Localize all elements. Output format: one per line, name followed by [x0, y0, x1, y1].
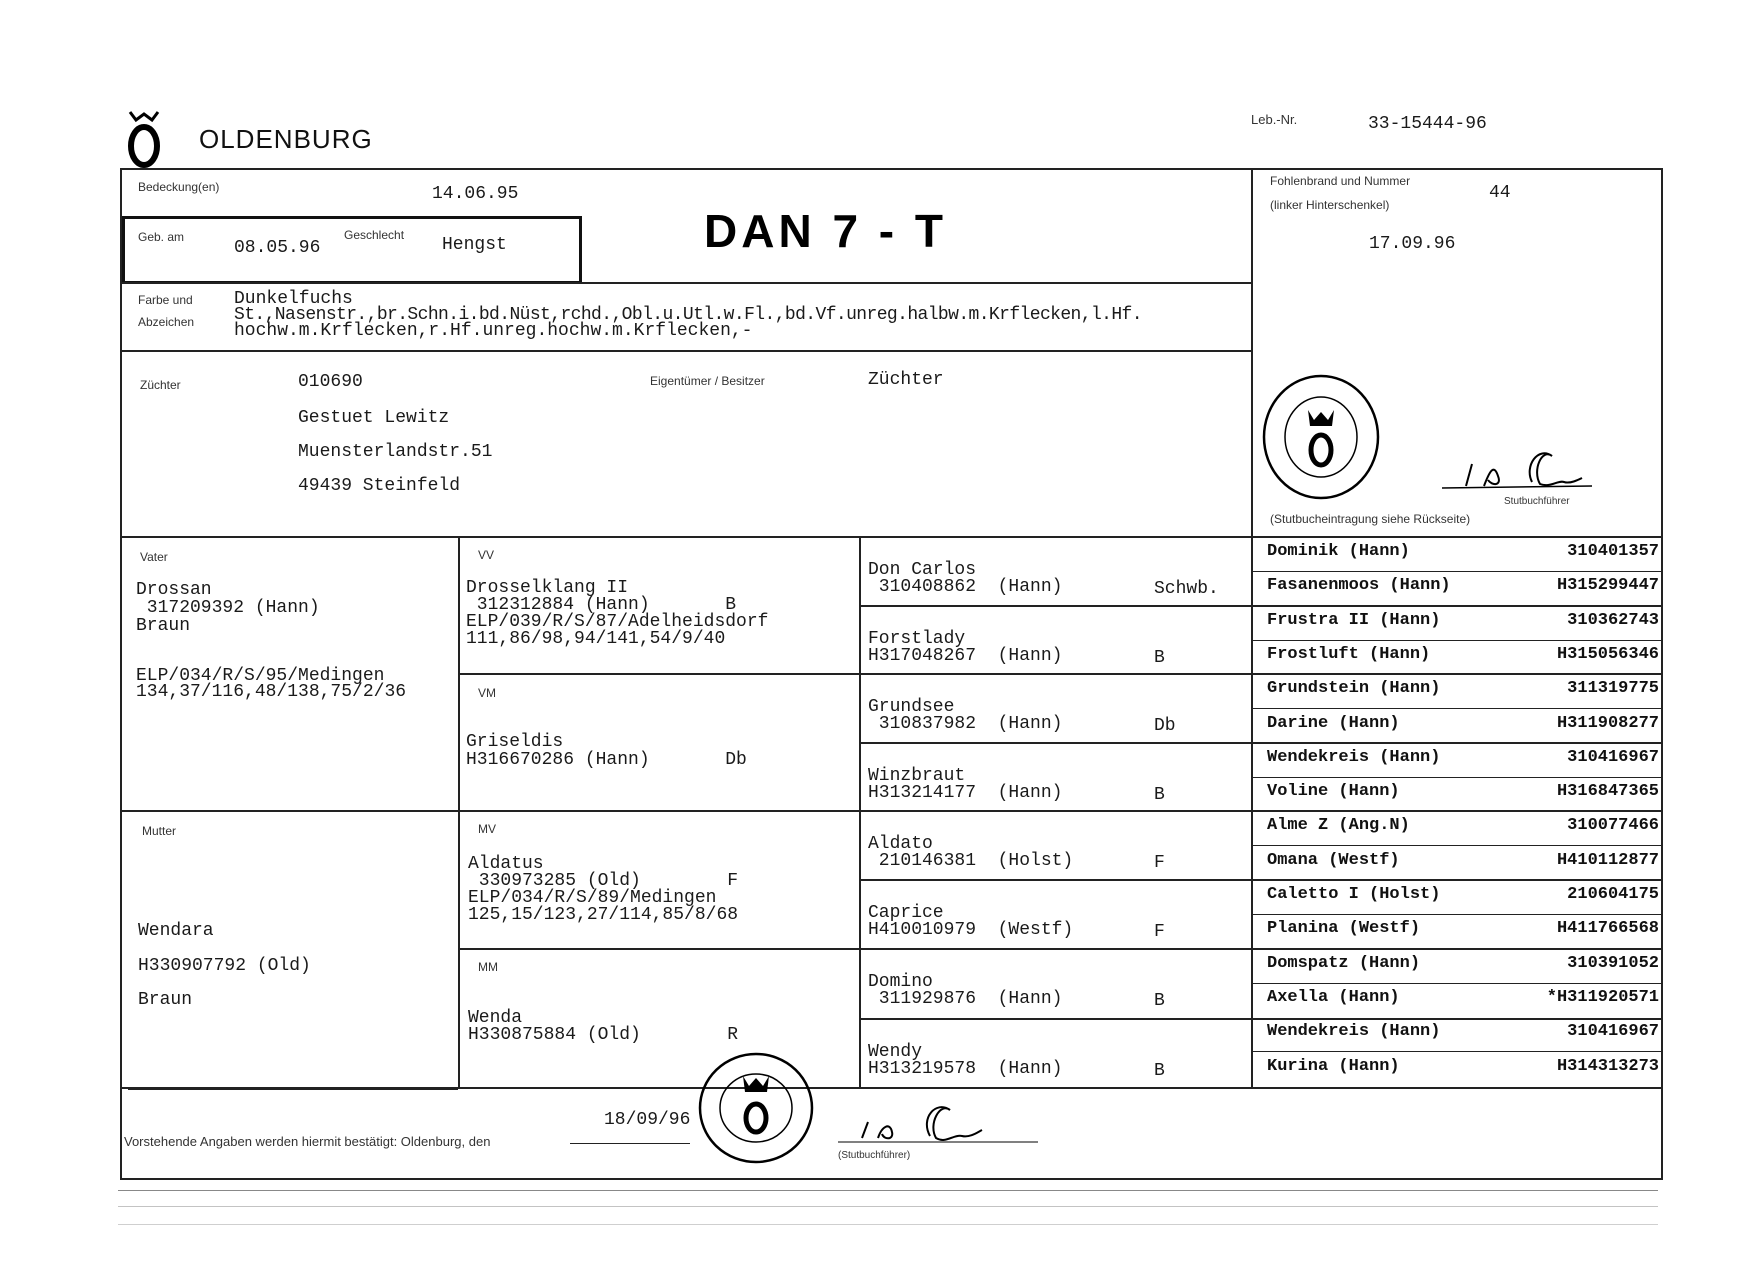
- frame-bottom: [120, 1178, 1663, 1180]
- frame-top: [120, 168, 1662, 170]
- handwritten-code: DAN 7 - T: [704, 205, 947, 257]
- vater-line-2: Braun: [136, 616, 191, 636]
- gen4-row: [1253, 572, 1663, 606]
- gen3-reg: H410010979 (Westf): [868, 920, 1074, 940]
- vv-label: VV: [478, 548, 495, 562]
- footer-confirm: Vorstehende Angaben werden hiermit bestätigt: Oldenburg, den: [124, 1134, 491, 1149]
- farbe-line-2: St.,Nasenstr.,br.Schn.i.bd.Nüst,rchd.,Obl.u.Utl.w.Fl.,bd.Vf.unreg.halbw.m.Krflecken,l.Hf.: [234, 305, 1142, 325]
- mv-line-2: ELP/034/R/S/89/Medingen: [468, 888, 717, 908]
- gen3-reg: H313214177 (Hann): [868, 783, 1063, 803]
- gen3-name: Wendy: [868, 1042, 923, 1062]
- mm-line-0: Wenda: [468, 1008, 523, 1028]
- geb-date: 08.05.96: [234, 238, 321, 258]
- owner-value: Züchter: [868, 370, 944, 390]
- leb-nr-value: 33-15444-96: [1368, 114, 1487, 134]
- geb-box: [122, 216, 582, 284]
- gen4-name: Alme Z (Ang.N): [1267, 816, 1410, 836]
- gen3-name: Caprice: [868, 903, 944, 923]
- gen3-line-3: [859, 742, 1251, 744]
- farbe-label-1: Farbe und: [138, 293, 193, 307]
- divider-geb: [120, 282, 1251, 284]
- gen4-row: [1253, 1053, 1663, 1087]
- signature-label: Stutbuchführer: [1504, 496, 1570, 507]
- gen4-row: [1253, 847, 1663, 881]
- zuechter-city: 49439 Steinfeld: [298, 476, 461, 496]
- vm-line-1: H316670286 (Hann) Db: [466, 750, 747, 770]
- brand-title: OLDENBURG: [199, 124, 373, 154]
- gen4-row: [1253, 607, 1663, 641]
- gen4-reg: 310416967: [1567, 747, 1659, 767]
- gen4-row: [1253, 984, 1663, 1018]
- gen4-name: Axella (Hann): [1267, 987, 1400, 1007]
- vater-line-5: 134,37/116,48/138,75/2/36: [136, 682, 407, 702]
- footer-date: 18/09/96: [604, 1110, 691, 1130]
- geb-label: Geb. am: [138, 230, 185, 244]
- vater-label: Vater: [140, 550, 168, 564]
- vv-line-0: Drosselklang II: [466, 578, 629, 598]
- gen4-row: [1253, 1018, 1663, 1052]
- brand-number: 44: [1489, 183, 1511, 203]
- gen4-name: Wendekreis (Hann): [1267, 747, 1441, 767]
- gen3-mark: B: [1154, 991, 1165, 1011]
- gen3-line-5: [859, 879, 1251, 881]
- gen3-reg: 311929876 (Hann): [868, 989, 1063, 1009]
- signature-right: [1432, 440, 1612, 496]
- seal-icon-footer: [696, 1052, 816, 1164]
- gen4-row: [1253, 641, 1663, 675]
- gen3-reg: H313219578 (Hann): [868, 1059, 1063, 1079]
- farbe-line-1: Dunkelfuchs: [234, 289, 353, 309]
- stutbuch-note: (Stutbucheintragung siehe Rückseite): [1270, 512, 1471, 526]
- mv-label: MV: [478, 822, 496, 836]
- gen3-line-7: [859, 1018, 1251, 1020]
- gen3-reg: 210146381 (Holst): [868, 851, 1074, 871]
- gen4-name: Planina (Westf): [1267, 919, 1421, 939]
- bedeckung-date: 14.06.95: [432, 184, 519, 204]
- farbe-label-2: Abzeichen: [138, 315, 195, 329]
- gen3-name: Winzbraut: [868, 766, 966, 786]
- gen4-name: Kurina (Hann): [1267, 1056, 1400, 1076]
- gen4-reg: 310077466: [1567, 816, 1659, 836]
- gen4-reg: 310401357: [1567, 542, 1659, 561]
- gen3-name: Forstlady: [868, 629, 966, 649]
- vm-line-0: Griseldis: [466, 732, 564, 752]
- footer-seal: [696, 1052, 816, 1164]
- gen3-mark: Schwb.: [1154, 579, 1219, 599]
- crown-o-icon: [126, 108, 162, 168]
- vv-line-1: 312312884 (Hann) B: [466, 595, 737, 615]
- gen4-reg: H311908277: [1556, 713, 1659, 733]
- gen3-mark: F: [1154, 853, 1165, 873]
- footer-date-line: [570, 1143, 690, 1144]
- mv-line-3: 125,15/123,27/114,85/8/68: [468, 905, 739, 925]
- zuechter-name: Gestuet Lewitz: [298, 408, 450, 428]
- brand-label-2: (linker Hinterschenkel): [1270, 198, 1390, 212]
- mv-line-1: 330973285 (Old) F: [468, 871, 739, 891]
- gen3-line-6: [859, 948, 1251, 950]
- gen4-row: [1253, 744, 1663, 778]
- mm-label: MM: [478, 960, 498, 974]
- gen4-reg: H411766568: [1556, 919, 1659, 939]
- gen4-row: [1253, 710, 1663, 744]
- gen4-reg: 311319775: [1567, 679, 1659, 699]
- gen4-name: Caletto I (Holst): [1267, 885, 1441, 904]
- gen3-name: Grundsee: [868, 697, 955, 717]
- gen3-mark: F: [1154, 922, 1165, 942]
- gen3-reg: 310837982 (Hann): [868, 714, 1063, 734]
- gen4-reg: 310362743: [1567, 610, 1659, 630]
- gen3-mark: Db: [1154, 716, 1176, 736]
- gen3-line-4: [859, 810, 1251, 812]
- mutter-line-1: H330907792 (Old): [138, 956, 311, 976]
- gen4-name: Darine (Hann): [1267, 713, 1400, 733]
- scan-noise-2: [118, 1206, 1658, 1207]
- vv-line-2: ELP/039/R/S/87/Adelheidsdorf: [466, 612, 769, 632]
- zuechter-street: Muensterlandstr.51: [298, 442, 493, 462]
- gen4-reg: 310416967: [1567, 1022, 1659, 1042]
- gen4-row: [1253, 778, 1663, 812]
- pedigree-q3: [458, 948, 859, 950]
- gen4-row: [1253, 881, 1663, 915]
- mutter-line-0: Wendara: [138, 921, 214, 941]
- gen4-name: Wendekreis (Hann): [1267, 1022, 1441, 1042]
- gen4-reg: H314313273: [1556, 1056, 1659, 1076]
- gen4-row: [1253, 915, 1663, 949]
- gen4-name: Dominik (Hann): [1267, 542, 1410, 561]
- gen3-name: Don Carlos: [868, 560, 977, 580]
- farbe-line-3: hochw.m.Krflecken,r.Hf.unreg.hochw.m.Krflecken,-: [234, 321, 753, 341]
- gen4-name: Omana (Westf): [1267, 850, 1400, 870]
- bedeckung-label: Bedeckung(en): [138, 180, 220, 194]
- zuechter-label: Züchter: [140, 378, 181, 392]
- gen3-reg: 310408862 (Hann): [868, 577, 1063, 597]
- brand-date: 17.09.96: [1369, 234, 1456, 254]
- mm-line-1: H330875884 (Old) R: [468, 1025, 739, 1045]
- gen4-name: Frostluft (Hann): [1267, 644, 1431, 664]
- geschlecht-value: Hengst: [442, 235, 507, 255]
- gen4-reg: 310391052: [1567, 953, 1659, 973]
- vv-line-3: 111,86/98,94/141,54/9/40: [466, 629, 726, 649]
- gen3-line-1: [859, 605, 1251, 607]
- vater-line-4: ELP/034/R/S/95/Medingen: [136, 666, 385, 686]
- owner-label: Eigentümer / Besitzer: [650, 374, 765, 388]
- gen3-reg: H317048267 (Hann): [868, 646, 1063, 666]
- divider-farbe: [120, 350, 1251, 352]
- divider-zuechter: [120, 536, 1251, 538]
- frame-left: [120, 168, 122, 1180]
- zuechter-number: 010690: [298, 372, 363, 392]
- mutter-label: Mutter: [142, 824, 177, 838]
- gen4-name: Domspatz (Hann): [1267, 953, 1421, 973]
- signature-footer: [838, 1096, 1038, 1150]
- gen4-reg: H315056346: [1556, 644, 1659, 664]
- footer-sep-left: [128, 1088, 458, 1090]
- mv-line-0: Aldatus: [468, 854, 544, 874]
- gen4-row: [1253, 538, 1663, 572]
- vater-line-1: 317209392 (Hann): [136, 598, 320, 618]
- vm-label: VM: [478, 686, 496, 700]
- mutter-line-2: Braun: [138, 990, 193, 1010]
- gen3-line-2: [859, 673, 1251, 675]
- gen4-reg: H316847365: [1556, 782, 1659, 802]
- pedigree-q1: [458, 673, 859, 675]
- gen4-name: Frustra II (Hann): [1267, 610, 1441, 630]
- gen3-name: Domino: [868, 972, 933, 992]
- gen3-mark: B: [1154, 1061, 1165, 1081]
- leb-nr-label: Leb.-Nr.: [1251, 112, 1298, 127]
- gen4-row: [1253, 950, 1663, 984]
- gen4-name: Fasanenmoos (Hann): [1267, 576, 1451, 596]
- scan-noise-1: [118, 1190, 1658, 1191]
- gen3-mark: B: [1154, 648, 1165, 668]
- gen4-reg: *H311920571: [1546, 987, 1659, 1007]
- vater-line-0: Drossan: [136, 580, 212, 600]
- geschlecht-label: Geschlecht: [344, 228, 405, 242]
- gen4-name: Voline (Hann): [1267, 782, 1400, 802]
- gen4-row: [1253, 675, 1663, 709]
- gen4-reg: 210604175: [1567, 885, 1659, 904]
- pedigree-col-2: [859, 536, 861, 1088]
- stutbuchfuehrer-label: (Stutbuchführer): [838, 1150, 911, 1161]
- gen3-name: Aldato: [868, 834, 933, 854]
- gen4-reg: H315299447: [1556, 576, 1659, 596]
- pedigree-col-1: [458, 536, 460, 1088]
- gen3-mark: B: [1154, 785, 1165, 805]
- association-seal: [1262, 374, 1380, 500]
- gen4-name: Grundstein (Hann): [1267, 679, 1441, 699]
- seal-icon: [1262, 374, 1380, 500]
- seal-text: [1265, 502, 1286, 503]
- gen4-reg: H410112877: [1556, 850, 1659, 870]
- brand-label-1: Fohlenbrand und Nummer: [1270, 174, 1411, 188]
- scan-noise-3: [118, 1224, 1658, 1225]
- gen4-row: [1253, 812, 1663, 846]
